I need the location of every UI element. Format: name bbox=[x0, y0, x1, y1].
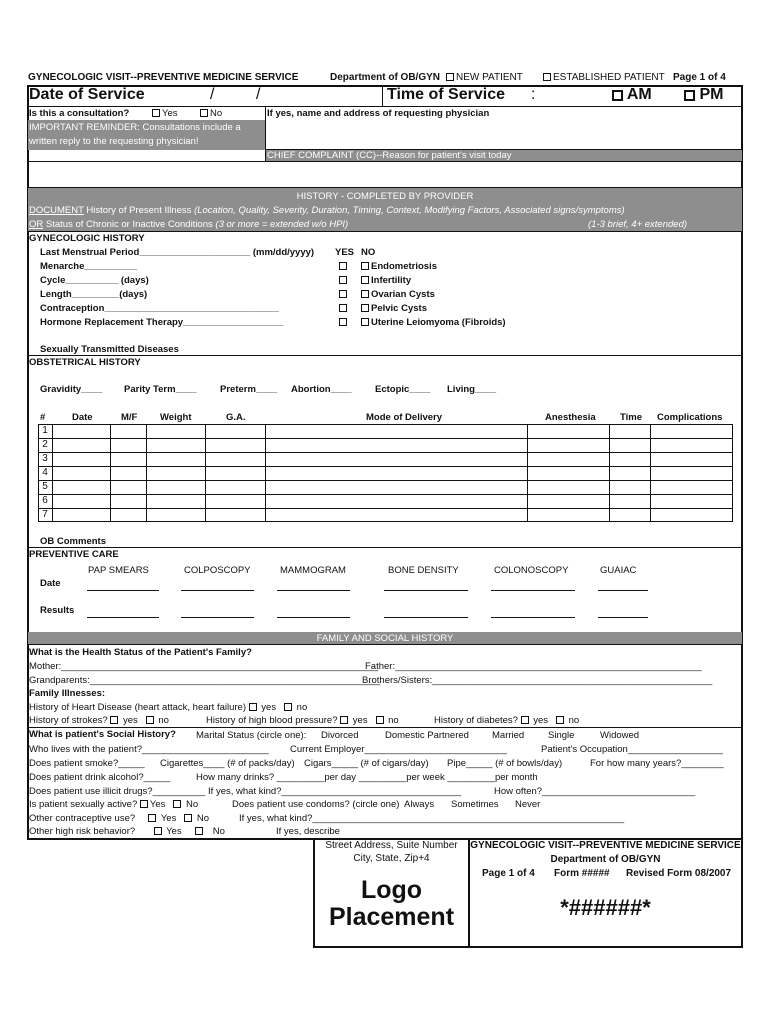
checkbox-icon[interactable] bbox=[361, 318, 369, 326]
chief-complaint-input[interactable] bbox=[28, 162, 742, 187]
col-header: Time bbox=[620, 412, 643, 423]
drinks-field[interactable]: How many drinks? _________per day _________per week _________per month bbox=[196, 772, 538, 783]
reminder-line-2: written reply to the requesting physician! bbox=[29, 136, 199, 147]
results-input[interactable] bbox=[87, 617, 159, 618]
siblings-field[interactable]: Brothers/Sisters:_____________________________________________________ bbox=[362, 675, 713, 686]
high-risk-row[interactable]: Other high risk behavior? Yes No bbox=[29, 826, 225, 837]
date-input[interactable] bbox=[598, 590, 648, 591]
checkbox-icon[interactable] bbox=[339, 318, 347, 326]
lives-with-field[interactable]: Who lives with the patient?________________________ bbox=[29, 744, 269, 755]
barcode: *######* bbox=[560, 895, 651, 920]
checkbox-icon[interactable] bbox=[154, 827, 162, 835]
col-header: Date bbox=[72, 412, 93, 423]
living-field[interactable]: Living____ bbox=[447, 384, 497, 395]
yes-header: YES bbox=[335, 247, 355, 258]
row-number: 5 bbox=[42, 481, 48, 492]
table-row bbox=[38, 508, 733, 509]
alcohol-field[interactable]: Does patient drink alcohol?_____ bbox=[29, 772, 171, 783]
checkbox-icon[interactable] bbox=[184, 814, 192, 822]
results-input[interactable] bbox=[384, 617, 468, 618]
marital-option[interactable]: Single bbox=[548, 730, 575, 741]
std-label: Sexually Transmitted Diseases bbox=[40, 344, 179, 355]
checkbox-icon[interactable] bbox=[249, 703, 257, 711]
cigarettes-field[interactable]: Cigarettes____ (# of packs/day) bbox=[160, 758, 295, 769]
test-label: PAP SMEARS bbox=[88, 565, 149, 576]
checkbox-icon[interactable] bbox=[543, 73, 551, 81]
table-row bbox=[38, 494, 733, 495]
form-title: GYNECOLOGIC VISIT--PREVENTIVE MEDICINE SERVICE bbox=[28, 72, 299, 83]
ectopic-field[interactable]: Ectopic____ bbox=[375, 384, 431, 395]
col-header: Complications bbox=[657, 412, 723, 423]
employer-field[interactable]: Current Employer___________________________ bbox=[290, 744, 508, 755]
father-field[interactable]: Father:__________________________________________________________ bbox=[365, 661, 702, 672]
condition-row[interactable]: Uterine Leiomyoma (Fibroids) bbox=[339, 317, 506, 328]
col-header: Weight bbox=[160, 412, 192, 423]
abortion-field[interactable]: Abortion____ bbox=[291, 384, 352, 395]
reminder-line-1: IMPORTANT REMINDER: Consultations include a bbox=[29, 122, 241, 133]
test-label: GUAIAC bbox=[600, 565, 637, 576]
checkbox-icon[interactable] bbox=[339, 290, 347, 298]
department-label: Department of OB/GYN bbox=[330, 72, 441, 83]
parity-field[interactable]: Parity Term____ bbox=[124, 384, 197, 395]
family-illnesses-label: Family Illnesses: bbox=[29, 688, 106, 699]
condom-option[interactable]: Sometimes bbox=[451, 799, 499, 810]
table-col bbox=[110, 424, 111, 522]
results-input[interactable] bbox=[598, 617, 648, 618]
marital-option[interactable]: Divorced bbox=[321, 730, 359, 741]
logo-placeholder: Logo bbox=[360, 876, 423, 904]
row-number: 6 bbox=[42, 495, 48, 506]
table-row bbox=[38, 452, 733, 453]
family-social-title: FAMILY AND SOCIAL HISTORY bbox=[316, 633, 454, 644]
row-number: 2 bbox=[42, 439, 48, 450]
status-line: OR Status of Chronic or Inactive Conditions (3 or more = extended w/o HPI) bbox=[29, 219, 349, 230]
test-label: MAMMOGRAM bbox=[280, 565, 346, 576]
years-field[interactable]: For how many years?________ bbox=[590, 758, 724, 769]
pm-option[interactable]: PM bbox=[684, 86, 723, 104]
checkbox-icon[interactable] bbox=[195, 827, 203, 835]
results-input[interactable] bbox=[277, 617, 350, 618]
hrt-field[interactable]: Hormone Replacement Therapy___________________ bbox=[40, 317, 284, 328]
footer-page: Page 1 of 4 bbox=[482, 868, 535, 879]
date-slash: / bbox=[256, 86, 261, 103]
results-input[interactable] bbox=[181, 617, 254, 618]
lmp-field[interactable]: Last Menstrual Period_____________________ (mm/dd/yyyy) bbox=[40, 247, 315, 258]
row-number: 3 bbox=[42, 453, 48, 464]
date-input[interactable] bbox=[491, 590, 575, 591]
ob-comments-label: OB Comments bbox=[40, 536, 106, 547]
date-input[interactable] bbox=[181, 590, 254, 591]
heart-disease-row[interactable]: History of Heart Disease (heart attack, heart failure) yes no bbox=[29, 702, 308, 713]
smoke-field[interactable]: Does patient smoke?_____ bbox=[29, 758, 145, 769]
no-header: NO bbox=[361, 247, 376, 258]
preventive-care-title: PREVENTIVE CARE bbox=[29, 549, 119, 560]
row-number: 1 bbox=[42, 425, 48, 436]
date-input[interactable] bbox=[87, 590, 159, 591]
divider bbox=[382, 86, 383, 106]
requesting-physician-label: If yes, name and address of requesting physician bbox=[267, 108, 490, 119]
checkbox-icon[interactable] bbox=[361, 276, 369, 284]
brief-extended-note: (1-3 brief, 4+ extended) bbox=[588, 219, 688, 230]
table-col bbox=[609, 424, 610, 522]
date-label: Date bbox=[40, 578, 61, 589]
consult-yes-option[interactable]: Yes bbox=[152, 108, 178, 119]
col-header: G.A. bbox=[226, 412, 246, 423]
footer-form-title: GYNECOLOGIC VISIT--PREVENTIVE MEDICINE SERVICE bbox=[470, 840, 741, 851]
pipe-field[interactable]: Pipe_____ (# of bowls/day) bbox=[447, 758, 563, 769]
checkbox-icon[interactable] bbox=[684, 90, 695, 101]
date-slash: / bbox=[210, 86, 215, 103]
row-number: 7 bbox=[42, 509, 48, 520]
diabetes-row[interactable]: History of diabetes? yes no bbox=[434, 715, 580, 726]
date-of-service-label: Date of Service bbox=[29, 86, 145, 103]
preterm-field[interactable]: Preterm____ bbox=[220, 384, 278, 395]
date-input[interactable] bbox=[277, 590, 350, 591]
table-col bbox=[265, 424, 266, 522]
divider bbox=[27, 355, 743, 356]
time-colon: : bbox=[531, 86, 536, 103]
grandparents-field[interactable]: Grandparents:_______________________________________________________ bbox=[29, 675, 381, 686]
test-label: BONE DENSITY bbox=[388, 565, 459, 576]
drugs-field[interactable]: Does patient use illicit drugs?__________ If yes, what kind?__________________________________ bbox=[29, 786, 462, 797]
page-number: Page 1 of 4 bbox=[673, 72, 726, 83]
table-row bbox=[38, 466, 733, 467]
strokes-row[interactable]: History of strokes? yes no bbox=[29, 715, 169, 726]
condition-row[interactable]: Infertility bbox=[339, 275, 411, 286]
table-col bbox=[650, 424, 651, 522]
divider bbox=[27, 727, 743, 728]
checkbox-icon[interactable] bbox=[361, 304, 369, 312]
mother-field[interactable]: Mother:____________________________________________________________ bbox=[29, 661, 379, 672]
checkbox-icon[interactable] bbox=[284, 703, 292, 711]
test-label: COLPOSCOPY bbox=[184, 565, 251, 576]
checkbox-icon[interactable] bbox=[361, 290, 369, 298]
checkbox-icon[interactable] bbox=[200, 109, 208, 117]
gyn-history-title: GYNECOLOGIC HISTORY bbox=[29, 233, 145, 244]
checkbox-icon[interactable] bbox=[339, 276, 347, 284]
checkbox-icon[interactable] bbox=[140, 800, 148, 808]
contraceptive-row[interactable]: Other contraceptive use? Yes No bbox=[29, 813, 210, 824]
checkbox-icon[interactable] bbox=[173, 800, 181, 808]
cycle-field[interactable]: Cycle__________ (days) bbox=[40, 275, 149, 286]
high-risk-describe-field[interactable]: If yes, describe bbox=[276, 826, 340, 837]
row-number: 4 bbox=[42, 467, 48, 478]
social-history-question: What is patient's Social History? bbox=[29, 729, 176, 740]
street-address: Street Address, Suite Number bbox=[325, 840, 458, 851]
date-input[interactable] bbox=[384, 590, 468, 591]
occupation-field[interactable]: Patient's Occupation__________________ bbox=[541, 744, 723, 755]
ob-history-title: OBSTETRICAL HISTORY bbox=[29, 357, 141, 368]
gravidity-field[interactable]: Gravidity____ bbox=[40, 384, 103, 395]
checkbox-icon[interactable] bbox=[146, 716, 154, 724]
footer-department: Department of OB/GYN bbox=[550, 854, 661, 865]
checkbox-icon[interactable] bbox=[340, 716, 348, 724]
table-col bbox=[205, 424, 206, 522]
hpi-line: DOCUMENT History of Present Illness (Location, Quality, Severity, Duration, Timing, Context, Modifying Factors, Associated signs/symptoms) bbox=[29, 205, 625, 216]
divider bbox=[27, 644, 743, 645]
table-col bbox=[52, 424, 53, 522]
checkbox-icon[interactable] bbox=[612, 90, 623, 101]
condition-row[interactable]: Endometriosis bbox=[339, 261, 437, 272]
contraceptive-kind-field[interactable]: If yes, what kind?___________________________________________________________ bbox=[239, 813, 625, 824]
condom-option[interactable]: Always bbox=[404, 799, 435, 810]
table-row bbox=[38, 438, 733, 439]
table-col bbox=[146, 424, 147, 522]
checkbox-icon[interactable] bbox=[556, 716, 564, 724]
table-row bbox=[38, 480, 733, 481]
divider bbox=[27, 231, 743, 232]
checkbox-icon[interactable] bbox=[339, 262, 347, 270]
test-label: COLONOSCOPY bbox=[494, 565, 569, 576]
results-label: Results bbox=[40, 605, 75, 616]
length-field[interactable]: Length_________(days) bbox=[40, 289, 148, 300]
contraception-field[interactable]: Contraception_________________________________ bbox=[40, 303, 279, 314]
menarche-field[interactable]: Menarche__________ bbox=[40, 261, 138, 272]
marital-option[interactable]: Domestic Partnered bbox=[385, 730, 469, 741]
time-of-service-label: Time of Service bbox=[387, 86, 505, 103]
am-option[interactable]: AM bbox=[612, 86, 652, 104]
checkbox-icon[interactable] bbox=[152, 109, 160, 117]
checkbox-icon[interactable] bbox=[446, 73, 454, 81]
condition-row[interactable]: Ovarian Cysts bbox=[339, 289, 435, 300]
condition-row[interactable]: Pelvic Cysts bbox=[339, 303, 427, 314]
condom-option[interactable]: Never bbox=[515, 799, 541, 810]
cigars-field[interactable]: Cigars_____ (# of cigars/day) bbox=[304, 758, 429, 769]
consult-no-option[interactable]: No bbox=[200, 108, 222, 119]
history-title: HISTORY - COMPLETED BY PROVIDER bbox=[296, 191, 474, 202]
divider bbox=[27, 106, 743, 107]
sexually-active-row[interactable]: Is patient sexually active? Yes No bbox=[29, 799, 199, 810]
established-patient-option[interactable]: ESTABLISHED PATIENT bbox=[543, 72, 665, 83]
col-header: Anesthesia bbox=[545, 412, 596, 423]
city-state-zip: City, State, Zip+4 bbox=[353, 853, 430, 864]
divider bbox=[27, 547, 743, 548]
consultation-question: Is this a consultation? bbox=[29, 108, 130, 119]
how-often-field[interactable]: How often?_____________________________ bbox=[494, 786, 696, 797]
marital-status-label: Marital Status (circle one): bbox=[196, 730, 307, 741]
marital-option[interactable]: Married bbox=[492, 730, 525, 741]
new-patient-option[interactable]: NEW PATIENT bbox=[446, 72, 523, 83]
col-header: # bbox=[40, 412, 46, 423]
logo-placeholder: Placement bbox=[328, 903, 455, 931]
checkbox-icon[interactable] bbox=[339, 304, 347, 312]
table-col bbox=[527, 424, 528, 522]
checkbox-icon[interactable] bbox=[376, 716, 384, 724]
chief-complaint-label: CHIEF COMPLAINT (CC)--Reason for patient's visit today bbox=[267, 150, 512, 161]
health-status-question: What is the Health Status of the Patient's Family? bbox=[29, 647, 252, 658]
blood-pressure-row[interactable]: History of high blood pressure? yes no bbox=[206, 715, 399, 726]
footer-form-number: Form ##### bbox=[554, 868, 610, 879]
checkbox-icon[interactable] bbox=[521, 716, 529, 724]
checkbox-icon[interactable] bbox=[110, 716, 118, 724]
checkbox-icon[interactable] bbox=[148, 814, 156, 822]
col-header: M/F bbox=[121, 412, 138, 423]
checkbox-icon[interactable] bbox=[361, 262, 369, 270]
col-header: Mode of Delivery bbox=[366, 412, 443, 423]
marital-option[interactable]: Widowed bbox=[600, 730, 640, 741]
condoms-question: Does patient use condoms? (circle one) bbox=[232, 799, 400, 810]
results-input[interactable] bbox=[491, 617, 575, 618]
footer-revised: Revised Form 08/2007 bbox=[626, 868, 732, 879]
